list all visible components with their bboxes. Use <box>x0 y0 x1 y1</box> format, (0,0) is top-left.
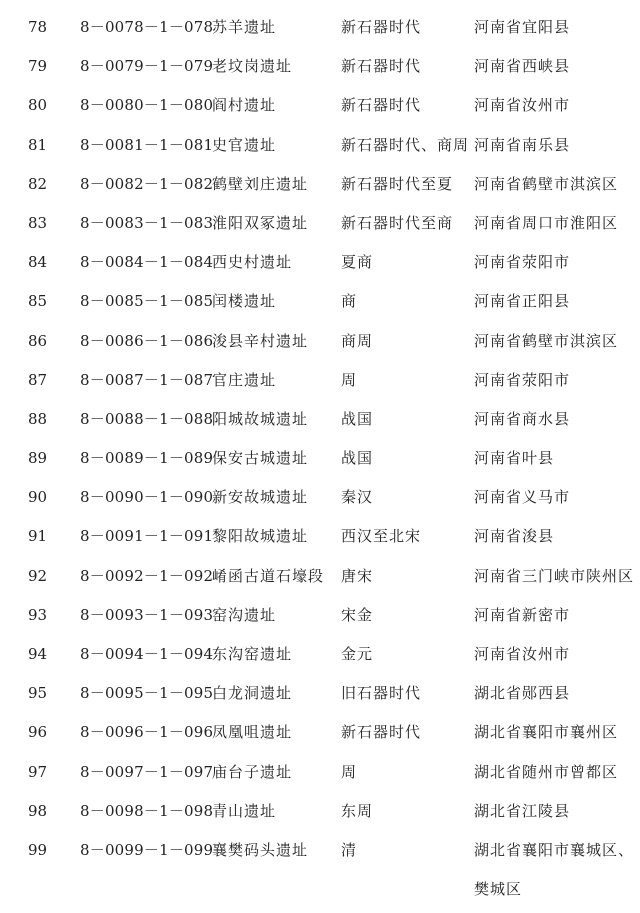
row-code: 8－0091－1－091 <box>80 527 214 546</box>
site-location: 河南省义马市 <box>474 488 571 507</box>
table-row <box>0 713 640 752</box>
row-code: 8－0097－1－097 <box>80 762 214 781</box>
row-code: 8－0093－1－093 <box>80 605 214 624</box>
row-code: 8－0095－1－095 <box>80 684 214 703</box>
row-code: 8－0087－1－087 <box>80 370 214 389</box>
table-row <box>0 557 640 596</box>
table-row <box>0 204 640 243</box>
site-location: 湖北省郧西县 <box>474 684 571 703</box>
site-era: 新石器时代 <box>341 723 422 742</box>
table-row <box>0 400 640 439</box>
site-location: 湖北省襄阳市襄州区 <box>474 723 619 742</box>
site-era: 商周 <box>341 331 374 350</box>
row-code: 8－0081－1－081 <box>80 135 214 154</box>
site-era: 宋金 <box>341 605 374 624</box>
site-era: 东周 <box>341 801 374 820</box>
row-number: 88 <box>28 409 48 428</box>
table-row <box>0 674 640 713</box>
site-name: 官庄遗址 <box>212 370 277 389</box>
table-row <box>0 282 640 321</box>
site-era: 西汉至北宋 <box>341 527 422 546</box>
site-name: 阎村遗址 <box>212 96 277 115</box>
row-number: 89 <box>28 449 48 468</box>
site-era: 商 <box>341 292 358 311</box>
site-name: 东沟窑遗址 <box>212 645 293 663</box>
table-row <box>0 517 640 556</box>
site-name: 襄樊码头遗址 <box>212 840 309 859</box>
site-era: 唐宋 <box>341 566 374 585</box>
site-era: 旧石器时代 <box>341 684 422 703</box>
site-location: 湖北省江陵县 <box>474 801 571 820</box>
site-location: 河南省新密市 <box>474 605 571 624</box>
site-era: 新石器时代 <box>341 57 422 76</box>
site-location: 河南省荥阳市 <box>474 253 571 272</box>
site-era: 新石器时代、商周 <box>341 135 470 154</box>
site-era: 战国 <box>341 449 374 468</box>
site-era: 新石器时代至夏 <box>341 174 454 193</box>
row-number: 96 <box>28 723 48 742</box>
row-number: 97 <box>28 762 48 781</box>
site-location: 河南省三门峡市陕州区 <box>474 566 635 585</box>
site-location: 河南省鹤壁市淇滨区 <box>474 174 619 193</box>
site-location: 河南省周口市淮阳区 <box>474 213 619 232</box>
site-location: 湖北省随州市曾都区 <box>474 762 619 781</box>
row-code: 8－0098－1－098 <box>80 801 214 820</box>
row-number: 87 <box>28 370 48 389</box>
site-location: 湖北省襄阳市襄城区、樊城区 <box>474 840 635 899</box>
site-era: 新石器时代 <box>341 18 422 36</box>
row-code: 8－0078－1－078 <box>80 18 214 36</box>
site-location: 河南省西峡县 <box>474 57 571 76</box>
table-row <box>0 596 640 635</box>
site-era: 金元 <box>341 645 374 663</box>
row-number: 85 <box>28 292 48 311</box>
site-name: 闰楼遗址 <box>212 292 277 311</box>
row-code: 8－0096－1－096 <box>80 723 214 742</box>
table-row <box>0 478 640 517</box>
row-number: 84 <box>28 253 48 272</box>
site-era: 周 <box>341 762 358 781</box>
site-era: 清 <box>341 840 358 859</box>
row-code: 8－0092－1－092 <box>80 566 214 585</box>
row-number: 93 <box>28 605 48 624</box>
site-name: 凤凰咀遗址 <box>212 723 293 742</box>
row-number: 92 <box>28 566 48 585</box>
site-name: 阳城故城遗址 <box>212 409 309 428</box>
row-number: 91 <box>28 527 48 546</box>
row-number: 82 <box>28 174 48 193</box>
row-code: 8－0085－1－085 <box>80 292 214 311</box>
site-location: 河南省鹤壁市淇滨区 <box>474 331 619 350</box>
site-name: 黎阳故城遗址 <box>212 527 309 546</box>
row-number: 79 <box>28 57 48 76</box>
site-name: 白龙洞遗址 <box>212 684 293 703</box>
row-code: 8－0089－1－089 <box>80 449 214 468</box>
site-location: 河南省叶县 <box>474 449 555 468</box>
row-code: 8－0086－1－086 <box>80 331 214 350</box>
table-row <box>0 165 640 204</box>
row-code: 8－0088－1－088 <box>80 409 214 428</box>
site-name: 窑沟遗址 <box>212 605 277 624</box>
site-location: 河南省汝州市 <box>474 96 571 115</box>
row-number: 81 <box>28 135 48 154</box>
site-location: 河南省商水县 <box>474 409 571 428</box>
site-location: 河南省宜阳县 <box>474 18 571 36</box>
table-row <box>0 322 640 361</box>
row-code: 8－0090－1－090 <box>80 488 214 507</box>
site-name: 庙台子遗址 <box>212 762 293 781</box>
row-code: 8－0079－1－079 <box>80 57 214 76</box>
row-code: 8－0084－1－084 <box>80 253 214 272</box>
row-number: 98 <box>28 801 48 820</box>
row-number: 94 <box>28 645 48 663</box>
row-number: 90 <box>28 488 48 507</box>
table-row <box>0 8 640 47</box>
site-location: 河南省汝州市 <box>474 645 571 663</box>
row-code: 8－0080－1－080 <box>80 96 214 115</box>
site-name: 新安故城遗址 <box>212 488 309 507</box>
site-era: 战国 <box>341 409 374 428</box>
site-era: 新石器时代 <box>341 96 422 115</box>
row-number: 83 <box>28 213 48 232</box>
table-row <box>0 635 640 674</box>
site-name: 保安古城遗址 <box>212 449 309 468</box>
site-location: 河南省南乐县 <box>474 135 571 154</box>
row-code: 8－0099－1－099 <box>80 840 214 859</box>
site-location: 河南省浚县 <box>474 527 555 546</box>
row-code: 8－0094－1－094 <box>80 645 214 663</box>
table-row <box>0 243 640 282</box>
row-number: 80 <box>28 96 48 115</box>
site-era: 夏商 <box>341 253 374 272</box>
row-number: 78 <box>28 18 48 36</box>
site-name: 淮阳双冢遗址 <box>212 213 309 232</box>
table-row <box>0 361 640 400</box>
table-row <box>0 831 640 913</box>
site-name: 鹤壁刘庄遗址 <box>212 174 309 193</box>
table-row <box>0 792 640 831</box>
site-name: 老坟岗遗址 <box>212 57 293 76</box>
site-name: 苏羊遗址 <box>212 18 277 36</box>
heritage-table <box>0 8 640 913</box>
site-era: 周 <box>341 370 358 389</box>
table-row <box>0 47 640 86</box>
row-code: 8－0083－1－083 <box>80 213 214 232</box>
site-name: 史官遗址 <box>212 135 277 154</box>
row-number: 95 <box>28 684 48 703</box>
table-row <box>0 86 640 125</box>
site-era: 秦汉 <box>341 488 374 507</box>
site-name: 浚县辛村遗址 <box>212 331 309 350</box>
site-name: 青山遗址 <box>212 801 277 820</box>
table-row <box>0 126 640 165</box>
site-name: 崤函古道石壕段 <box>212 566 325 585</box>
site-location: 河南省正阳县 <box>474 292 571 311</box>
row-number: 86 <box>28 331 48 350</box>
row-number: 99 <box>28 840 48 859</box>
table-row <box>0 753 640 792</box>
site-era: 新石器时代至商 <box>341 213 454 232</box>
site-name: 西史村遗址 <box>212 253 293 272</box>
row-code: 8－0082－1－082 <box>80 174 214 193</box>
table-row <box>0 439 640 478</box>
site-location: 河南省荥阳市 <box>474 370 571 389</box>
